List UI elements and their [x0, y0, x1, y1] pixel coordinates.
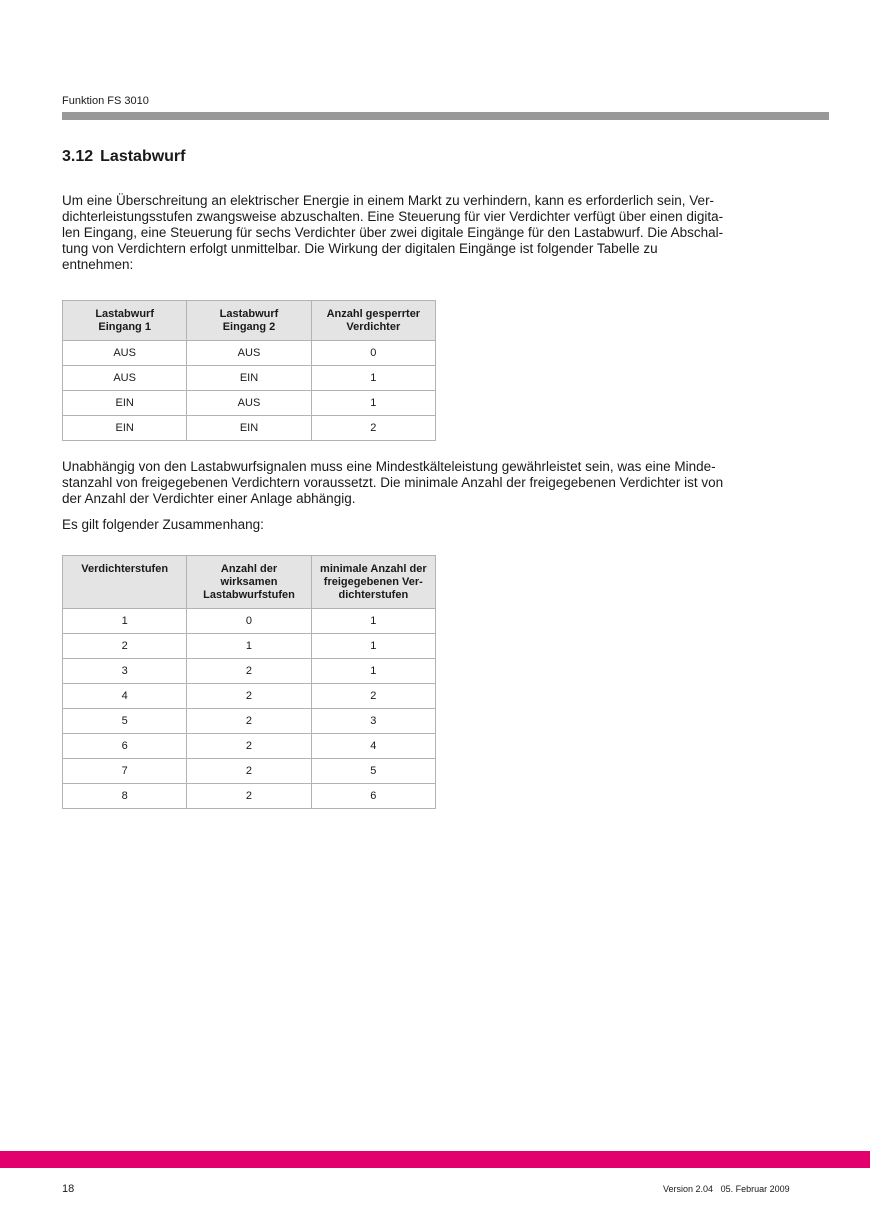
table-cell: AUS — [63, 341, 187, 366]
table-cell: 1 — [311, 634, 435, 659]
table-header-cell: Verdichterstufen — [63, 556, 187, 609]
table-header-cell: Lastabwurf Eingang 1 — [63, 301, 187, 341]
table-header-cell: minimale Anzahl der freigegebenen Ver- dichterstufen — [311, 556, 435, 609]
table-cell: 4 — [63, 684, 187, 709]
table-header-cell: Anzahl gesperrter Verdichter — [311, 301, 435, 341]
page-number: 18 — [62, 1183, 75, 1195]
table-row — [63, 659, 436, 684]
table-cell: 1 — [63, 609, 187, 634]
version-info — [663, 1184, 790, 1194]
table-cell: 2 — [187, 709, 311, 734]
intro-line: len Eingang, eine Steuerung für sechs Verdichter über zwei digitale Eingänge für den Lastabwurf. Die Abschal- — [62, 225, 724, 240]
table-cell: 1 — [311, 659, 435, 684]
table-row — [63, 684, 436, 709]
table-cell: 1 — [187, 634, 311, 659]
version-label: Version 2.04 — [663, 1184, 714, 1194]
table-header-row — [63, 301, 436, 341]
table-row — [63, 341, 436, 366]
intro-line: dichterleistungsstufen zwangsweise abzuschalten. Eine Steuerung für vier Verdichter verfügt über einen digita- — [62, 209, 724, 224]
table-cell: 1 — [311, 391, 435, 416]
footer-bar — [0, 1151, 870, 1168]
table-header-cell: Lastabwurf Eingang 2 — [187, 301, 311, 341]
table-row — [63, 634, 436, 659]
table-cell: 6 — [311, 784, 435, 809]
table-cell: 3 — [311, 709, 435, 734]
middle-line: der Anzahl der Verdichter einer Anlage abhängig. — [62, 491, 356, 506]
table-cell: 2 — [187, 784, 311, 809]
table-row — [63, 734, 436, 759]
table-cell: 2 — [187, 684, 311, 709]
table-cell: AUS — [187, 341, 311, 366]
intro-paragraph — [62, 193, 782, 273]
intro-line: entnehmen: — [62, 257, 134, 272]
table-cell: 2 — [311, 416, 435, 441]
table-cell: 2 — [187, 659, 311, 684]
version-date: 05. Februar 2009 — [720, 1184, 790, 1194]
table-cell: 2 — [187, 734, 311, 759]
table-cell: EIN — [63, 391, 187, 416]
table-header-row — [63, 556, 436, 609]
middle-line: stanzahl von freigegebenen Verdichtern voraussetzt. Die minimale Anzahl der freigegebenen Verdichter ist von — [62, 475, 724, 490]
table-cell: 6 — [63, 734, 187, 759]
table-row — [63, 366, 436, 391]
table-row — [63, 709, 436, 734]
table-row — [63, 416, 436, 441]
table-cell: 4 — [311, 734, 435, 759]
section-title: Lastabwurf — [100, 148, 186, 165]
table-cell: 5 — [63, 709, 187, 734]
table-cell: 2 — [187, 759, 311, 784]
table-row — [63, 784, 436, 809]
header-rule — [62, 112, 829, 120]
table-cell: 7 — [63, 759, 187, 784]
table-row — [63, 759, 436, 784]
table-cell: EIN — [63, 416, 187, 441]
table-row — [63, 391, 436, 416]
table-cell: 2 — [63, 634, 187, 659]
compressor-stages-table — [62, 555, 436, 809]
table-cell: 0 — [187, 609, 311, 634]
table-row — [63, 609, 436, 634]
minimum-capacity-paragraph — [62, 459, 782, 507]
section-number: 3.12 — [62, 148, 94, 165]
table-cell: AUS — [63, 366, 187, 391]
intro-line: tung von Verdichtern erfolgt unmittelbar. Die Wirkung der digitalen Eingänge ist folgender Tabelle zu — [62, 241, 658, 256]
table-cell: 1 — [311, 609, 435, 634]
middle-line: Unabhängig von den Lastabwurfsignalen muss eine Mindestkälteleistung gewährleistet sein, was eine Minde- — [62, 459, 716, 474]
table-cell: 0 — [311, 341, 435, 366]
table-cell: EIN — [187, 416, 311, 441]
load-shedding-input-table — [62, 300, 436, 441]
table-cell: 1 — [311, 366, 435, 391]
table-cell: AUS — [187, 391, 311, 416]
table-cell: 3 — [63, 659, 187, 684]
relation-paragraph: Es gilt folgender Zusammenhang: — [62, 517, 264, 532]
header-title: Funktion FS 3010 — [62, 95, 149, 107]
table-header-cell: Anzahl der wirksamen Lastabwurfstufen — [187, 556, 311, 609]
table-cell: 2 — [311, 684, 435, 709]
table-cell: 5 — [311, 759, 435, 784]
intro-line: Um eine Überschreitung an elektrischer Energie in einem Markt zu verhindern, kann es erforderlich sein, Ver- — [62, 193, 715, 208]
table-cell: EIN — [187, 366, 311, 391]
table-cell: 8 — [63, 784, 187, 809]
section-heading — [62, 148, 185, 166]
